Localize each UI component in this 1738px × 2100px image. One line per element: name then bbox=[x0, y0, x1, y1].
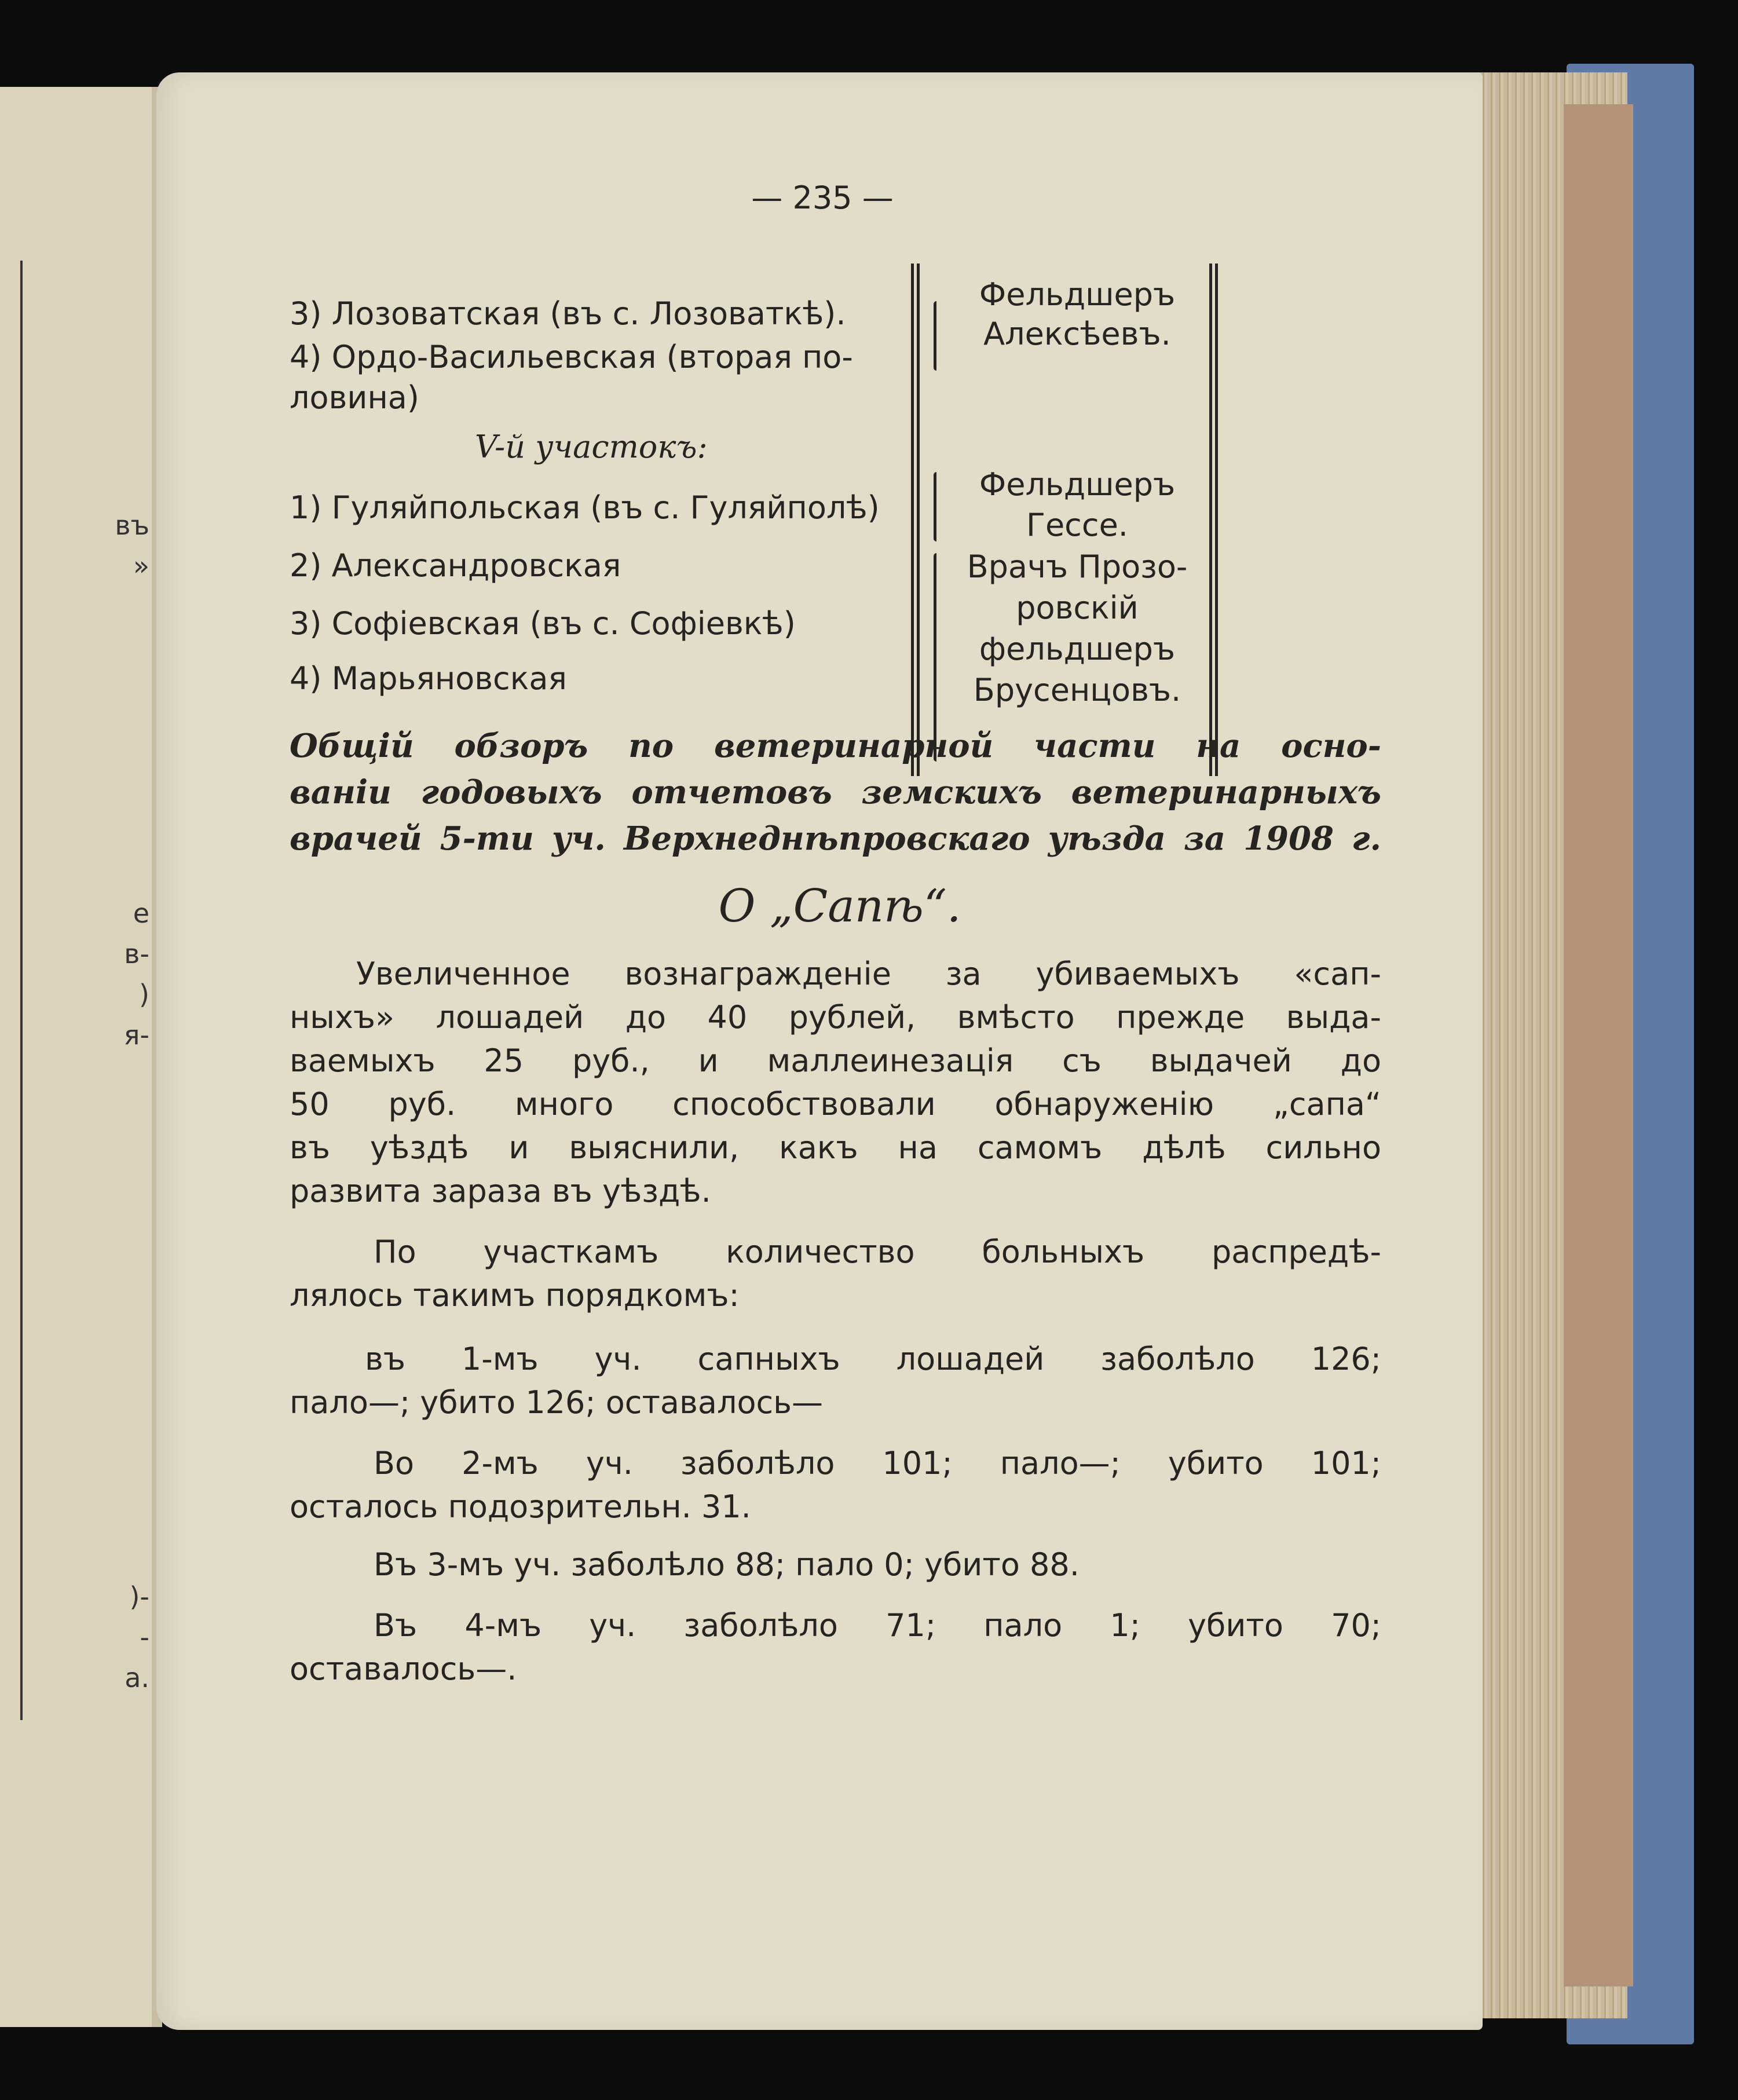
station-line: ловина) bbox=[290, 379, 419, 416]
paragraph-line: ваемыхъ 25 руб., и маллеинезація съ выдачей до bbox=[290, 1042, 1381, 1079]
left-fragment: ) bbox=[139, 979, 149, 1010]
staff-line: ровскій bbox=[1016, 590, 1139, 626]
page-number: — 235 — bbox=[751, 180, 894, 216]
station-line: 4) Ордо-Васильевская (вторая по- bbox=[290, 339, 853, 375]
stat-line: въ 1-мъ уч. сапныхъ лошадей заболѣло 126; bbox=[365, 1341, 1381, 1377]
table-rule-left-2 bbox=[917, 264, 920, 776]
left-fragment: )- bbox=[129, 1581, 149, 1612]
paragraph-line: По участкамъ количество больныхъ распредѣ- bbox=[374, 1234, 1381, 1270]
stat-line: Въ 3-мъ уч. заболѣло 88; пало 0; убито 88. bbox=[374, 1546, 1080, 1583]
stat-line: пало—; убито 126; оставалось— bbox=[290, 1384, 824, 1421]
staff-line: фельдшеръ bbox=[979, 631, 1176, 667]
paragraph-line: развита зараза въ уѣздѣ. bbox=[290, 1173, 711, 1209]
left-fragment: » bbox=[133, 550, 149, 581]
staff-line: Брусенцовъ. bbox=[973, 672, 1181, 708]
staff-line: Фельдшеръ bbox=[979, 466, 1176, 503]
main-page bbox=[156, 72, 1483, 2030]
overview-title: врачей 5-ти уч. Верхнеднѣпровскаго уѣзда за 1908 г. bbox=[290, 819, 1381, 858]
left-fragment: е bbox=[133, 898, 149, 929]
staff-line: Гессе. bbox=[1026, 507, 1128, 543]
overview-title: Общій обзоръ по ветеринарной части на осно- bbox=[290, 727, 1381, 765]
staff-line: Врачъ Прозо- bbox=[967, 548, 1188, 585]
station-line: 4) Марьяновская bbox=[290, 660, 567, 697]
left-fragment: - bbox=[140, 1622, 149, 1653]
left-fragment: а. bbox=[125, 1662, 149, 1693]
paragraph-line: ныхъ» лошадей до 40 рублей, вмѣсто прежде выда- bbox=[290, 999, 1381, 1036]
station-line: 3) Лозоватская (въ с. Лозоваткѣ). bbox=[290, 295, 846, 332]
paragraph-line: 50 руб. много способствовали обнаруженію „сапа“ bbox=[290, 1086, 1381, 1122]
topic-title: О „Сапѣ“. bbox=[718, 880, 961, 932]
left-fragment: я- bbox=[123, 1019, 149, 1051]
station-line: 2) Александровская bbox=[290, 547, 621, 584]
brace bbox=[934, 301, 936, 371]
brace bbox=[934, 472, 936, 542]
stat-line: осталось подозрительн. 31. bbox=[290, 1488, 751, 1525]
table-rule-right-2 bbox=[1215, 264, 1218, 776]
stat-line: оставалось—. bbox=[290, 1651, 517, 1687]
station-line: 3) Софіевская (въ с. Софіевкѣ) bbox=[290, 605, 796, 642]
staff-line: Фельдшеръ bbox=[979, 276, 1176, 313]
station-line: 1) Гуляйпольская (въ с. Гуляйполѣ) bbox=[290, 489, 880, 526]
table-rule-right bbox=[1209, 264, 1212, 776]
stat-line: Въ 4-мъ уч. заболѣло 71; пало 1; убито 70; bbox=[374, 1607, 1381, 1644]
overview-title: ваніи годовыхъ отчетовъ земскихъ ветеринарныхъ bbox=[290, 773, 1381, 811]
paragraph-line: въ уѣздѣ и выяснили, какъ на самомъ дѣлѣ сильно bbox=[290, 1129, 1381, 1166]
left-fragment: въ bbox=[115, 510, 149, 541]
table-rule-left bbox=[911, 264, 914, 776]
left-page-rule bbox=[20, 261, 23, 1720]
back-board bbox=[1564, 104, 1633, 1986]
paragraph-line: лялось такимъ порядкомъ: bbox=[290, 1277, 740, 1314]
left-page bbox=[0, 87, 162, 2027]
stat-line: Во 2-мъ уч. заболѣло 101; пало—; убито 101; bbox=[374, 1445, 1381, 1481]
paragraph-line: Увеличенное вознагражденіе за убиваемыхъ «сап- bbox=[356, 956, 1381, 992]
section-heading: V-й участокъ: bbox=[475, 429, 708, 465]
staff-line: Алексѣевъ. bbox=[983, 316, 1171, 352]
left-fragment: в- bbox=[124, 938, 149, 969]
